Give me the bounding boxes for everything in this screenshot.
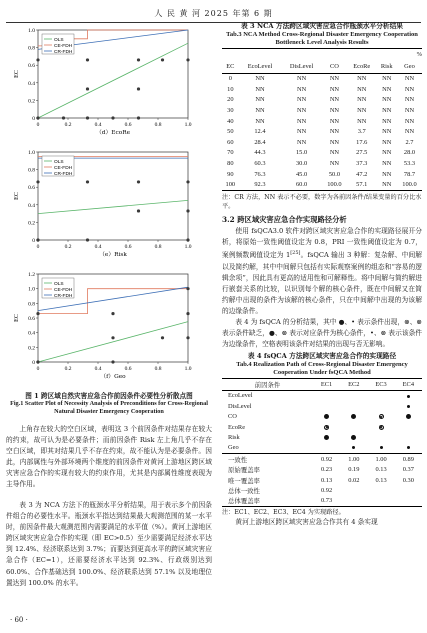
- core-absent-icon: [379, 414, 384, 419]
- table4-cell: [340, 422, 367, 432]
- y-tick-label: 0.4: [28, 202, 35, 209]
- table4-header-row: [222, 378, 422, 390]
- table4-cell: [340, 443, 367, 454]
- data-point: [137, 180, 140, 183]
- table4-condition-row: [222, 432, 422, 442]
- table4-stat-cell: 0.30: [402, 476, 414, 484]
- table3-row: [222, 105, 422, 116]
- x-tick-label: 0.2: [64, 366, 72, 372]
- y-tick-label: 0.6: [28, 63, 35, 70]
- table3-cell: 70: [227, 149, 234, 157]
- table4-stat-cell: 1.00: [340, 454, 367, 465]
- table3-cell: 45.0: [295, 170, 308, 178]
- data-point: [186, 180, 189, 183]
- table4-body: [222, 390, 422, 506]
- data-point: [186, 209, 189, 212]
- table3-cell: NN: [404, 107, 415, 115]
- data-point: [186, 287, 189, 290]
- table3-cell: NN: [404, 96, 415, 104]
- table4-cell: [313, 401, 340, 411]
- x-tick-label: 0.2: [64, 122, 72, 128]
- table3-col-header: EcoLevel: [239, 61, 282, 74]
- table3-cell: NN: [329, 149, 340, 157]
- table3-row: [222, 137, 422, 148]
- table3-cell: 53.3: [403, 160, 416, 168]
- table3-cell: NN: [255, 117, 265, 125]
- figure-caption-cn: 图 1 跨区域自然灾害应急合作前因条件必要性分析散点图: [25, 392, 193, 400]
- y-tick-label: 0.6: [28, 185, 35, 192]
- table3-cell: 27.5: [356, 149, 368, 157]
- x-tick-label: 0.8: [154, 122, 162, 128]
- table3-col-header: CO: [322, 61, 347, 74]
- data-point: [137, 87, 140, 90]
- table4-stat-cell: 0.13: [375, 466, 387, 474]
- y-tick-label: 1.2: [28, 272, 35, 278]
- table3-cell: NN: [296, 85, 307, 93]
- table3-row: [222, 73, 422, 84]
- table4-col-header: EC4: [395, 378, 422, 390]
- table4-condition-row: [222, 401, 422, 411]
- y-tick-label: 0.2: [28, 345, 35, 352]
- table3-cell: 15.0: [295, 149, 308, 157]
- table3-cell: 0: [228, 75, 232, 83]
- table3-cell: NN: [382, 128, 392, 136]
- table3-cell: NN: [329, 160, 340, 168]
- table3-cell: 30.0: [295, 160, 308, 168]
- table4-stat-cell: 0.23: [320, 466, 333, 474]
- data-point: [86, 87, 89, 90]
- table4-cell: [367, 422, 394, 432]
- table3-row: [222, 95, 422, 106]
- table4-cell: [395, 412, 422, 422]
- table4-cell: [313, 443, 340, 454]
- y-tick-label: 0: [32, 360, 35, 366]
- table3-cell: 44.3: [254, 149, 266, 157]
- x-tick-label: 1.0: [184, 244, 192, 250]
- table3-col-header: DisLevel: [281, 61, 322, 74]
- data-point: [111, 336, 114, 339]
- table3-cell: 100.0: [397, 179, 422, 190]
- data-point: [161, 336, 164, 339]
- table3-cell: 50.0: [328, 170, 341, 178]
- right-paragraph-2: 表 4 为 fsQCA 的分析结果，其中 ●、• 表示条件出现，⊗、⊗ 表示条件缺乏，●、⊗ 表示对应条件为核心条件，•、⊗ 表示该条件为边缘条件，空格表明该条件对结果的出现与否无影响。: [222, 318, 422, 349]
- table4-stat-cell: 0.19: [348, 466, 360, 474]
- y-tick-label: 0.8: [28, 167, 35, 174]
- data-point: [186, 312, 189, 315]
- table4-stat-label: 原始覆盖率: [228, 467, 260, 475]
- legend-label: OLS: [54, 160, 64, 165]
- table3-cell: 100.0: [322, 179, 347, 190]
- y-tick-label: 0.6: [28, 316, 35, 322]
- table4-stat-label: 一致性: [222, 454, 313, 465]
- table3-cell: 76.3: [254, 170, 266, 178]
- scatter-plot-geo: [8, 270, 204, 388]
- x-tick-label: 0.6: [124, 366, 132, 372]
- data-point: [186, 336, 189, 339]
- table4-condition-row: [222, 443, 422, 454]
- table4-stat-cell: 0.73: [313, 496, 340, 507]
- table3-cell: NN: [255, 85, 265, 93]
- table3-cell: NN: [357, 107, 367, 115]
- data-point: [137, 116, 140, 119]
- x-tick-label: 0: [36, 122, 40, 128]
- table4-cell: [313, 390, 340, 401]
- scatter-plot-ecore: [8, 26, 204, 144]
- table4-cell: [395, 401, 422, 411]
- peripheral-present-icon: [407, 446, 410, 449]
- left-paragraph-2: 表 3 为 NCA 方法下的瓶颈水平分析结果，用于表示多个前因条件组合的必要性水平。瓶颈水平指达到结果最大观测范围的某一水平时，前因条件最大观测范围内需要满足的水平值（%）。黄河上游地区跨区域灾害应急合作的实现（即 EC>0.5）至少需要满足经济水平达到 12.4%、经济联系达到 3.7%；而要达到更高水平的跨区域灾害应急合作（EC=1），还需要经济水平达到 92.3%、行政级别达到 60.0%、合作基础达到 100.0%、经济联系达到 57.1% 以及地理位置达到 100.0% 的水平。: [6, 501, 212, 587]
- table4-stat-row: [222, 496, 422, 507]
- table4-stat-cell: 0.37: [402, 466, 414, 474]
- table4-col-header: 前因条件: [222, 378, 313, 390]
- y-tick-label: 0.4: [28, 330, 35, 337]
- table3-cell: NN: [382, 107, 392, 115]
- table3-unit: %: [397, 48, 422, 61]
- data-point: [186, 58, 189, 61]
- table3-cell: NN: [404, 117, 415, 125]
- table4-stat-cell: 0.92: [320, 487, 333, 494]
- table4-stat-row: [222, 465, 422, 475]
- table3-cell: NN: [329, 117, 340, 125]
- table3: [222, 48, 422, 192]
- table3-row: [222, 84, 422, 95]
- table4-cell: [395, 432, 422, 442]
- table4-col-header: EC2: [340, 378, 367, 390]
- table4-condition-row: [222, 390, 422, 401]
- section-title: 3.2 跨区域灾害应急合作实现路径分析: [222, 215, 347, 225]
- legend-label: OLS: [54, 38, 64, 43]
- x-tick-label: 1.0: [184, 122, 192, 128]
- table3-cell: NN: [382, 170, 392, 178]
- table3-row: [222, 179, 422, 190]
- data-point: [86, 116, 89, 119]
- data-point: [137, 209, 140, 212]
- peripheral-present-icon: [407, 405, 410, 408]
- legend-label: CR-FDH: [54, 294, 73, 299]
- table4-title-en: Tab.4 Realization Path of Cross-Regional Disaster Emergency Cooperation Under fsQCA Method: [236, 360, 408, 377]
- table4-stat-row: [222, 475, 422, 485]
- table3-cell: NN: [382, 96, 392, 104]
- data-point: [137, 58, 140, 61]
- table3-row: [222, 126, 422, 137]
- y-tick-label: 0: [32, 238, 35, 244]
- running-header: [0, 8, 427, 19]
- table3-cell: NN: [255, 107, 265, 115]
- table4-stat-cell: 0.13: [320, 476, 333, 484]
- table3-cell: 20: [227, 96, 234, 104]
- scatter-panel-risk: [8, 148, 204, 266]
- table3-cell: NN: [329, 85, 340, 93]
- table3-cell: 28.0: [403, 149, 416, 157]
- x-tick-label: 0.4: [94, 122, 102, 128]
- table4-stat-cell: 0.89: [395, 454, 422, 465]
- table4-stat-cell: [367, 496, 394, 507]
- table4-condition-label: Geo: [228, 444, 239, 452]
- left-paragraph-1: 上角存在较大的空白区域，表明这 3 个前因条件对结果存在较大的约束，故可认为是必要条件；而前因条件 Risk 左上角几乎不存在空白区域，即其对结果几乎不存在约束，故不能认为是必要条件。因此，内部属性与外部环境两个维度的前因条件对黄河上游地区跨区域灾害应急合作的实现有较大的约束作用，尤其是内部属性维度表现为主导作用。: [6, 425, 212, 489]
- table4-stat-cell: [395, 485, 422, 495]
- ols-line: [38, 200, 188, 213]
- page-number: · 60 ·: [10, 616, 28, 624]
- table3-cell: 60.3: [254, 160, 266, 168]
- table3-cell: NN: [382, 117, 392, 125]
- table3-cell: 2.7: [405, 138, 414, 146]
- table4-stat-row: [222, 485, 422, 495]
- table3-cell: NN: [255, 96, 265, 104]
- data-point: [86, 238, 89, 241]
- peripheral-present-icon: [380, 446, 383, 449]
- table4-cell: [395, 422, 422, 432]
- table4-stat-cell: [367, 485, 394, 495]
- table4-stat-cell: [340, 496, 367, 507]
- table3-header-row: [222, 61, 422, 74]
- panel-label: （e）Risk: [99, 252, 127, 258]
- table3-cell: NN: [357, 117, 367, 125]
- table4-cell: [367, 412, 394, 422]
- data-point: [36, 116, 39, 119]
- table3-cell: 17.6: [356, 138, 368, 146]
- table3-cell: NN: [382, 160, 392, 168]
- table3-cell: NN: [357, 75, 367, 83]
- table3-cell: 90: [227, 170, 234, 178]
- table3-note: 注：CR 方法，NN 表示不必要，数字为各前因条件/结果变量的百分比水平。: [222, 194, 422, 211]
- table3-body: [222, 73, 422, 191]
- core-present-icon: [406, 414, 411, 419]
- table4-stat-label: 唯一覆盖率: [228, 477, 260, 485]
- table4-cell: [313, 412, 340, 422]
- y-axis-label: EC: [14, 314, 20, 322]
- core-absent-icon: [379, 425, 384, 430]
- scatter-panel-geo: [8, 270, 204, 388]
- table3-cell: NN: [296, 75, 307, 83]
- table3-row: [222, 148, 422, 159]
- table3-cell: 78.7: [403, 170, 416, 178]
- table3-col-header: Geo: [397, 61, 422, 74]
- table3-cell: NN: [382, 75, 392, 83]
- table4-cell: [367, 390, 394, 401]
- table3-cell: NN: [296, 107, 307, 115]
- x-tick-label: 1.0: [184, 366, 192, 372]
- panel-label: （f）Geo: [100, 374, 126, 380]
- table3-cell: NN: [404, 75, 415, 83]
- table3-title-cn: 表 3 NCA 方法跨区域灾害应急合作瓶颈水平分析结果: [240, 22, 403, 30]
- table4-condition-label: EcoRe: [228, 423, 246, 431]
- scatter-panel-ecore: [8, 26, 204, 144]
- table4-cell: [313, 432, 340, 442]
- right-paragraph-1-text: 使用 fsQCA3.0 软件对跨区域灾害应急合作的实现路径展开分析，将原始一致性阈值设定为 0.8，PRI 一致性阈值设定为 0.7，案例频数阈值设定为 1: [222, 227, 422, 260]
- table4-condition-row: [222, 422, 422, 432]
- table3-row: [222, 116, 422, 127]
- table3-cell: NN: [329, 96, 340, 104]
- x-tick-label: 0.2: [64, 244, 72, 250]
- peripheral-present-icon: [352, 446, 355, 449]
- table3-cell: NN: [357, 85, 367, 93]
- panel-label: （d）EcoRe: [95, 130, 131, 136]
- table3-cell: NN: [357, 96, 367, 104]
- y-tick-label: 1.0: [28, 286, 35, 293]
- data-point: [36, 312, 39, 315]
- table4-stat-cell: [395, 496, 422, 507]
- legend-label: CE-FDH: [54, 44, 73, 49]
- x-tick-label: 0.6: [124, 244, 132, 250]
- x-tick-label: 0.4: [94, 244, 102, 250]
- y-axis-label: EC: [14, 70, 20, 78]
- table3-cell: 12.4: [254, 128, 266, 136]
- table3-cell: 37.3: [356, 160, 368, 168]
- table3-cell: 92.3: [239, 179, 282, 190]
- figure-caption: [6, 392, 212, 416]
- table3-cell: NN: [377, 179, 397, 190]
- table4-cell: [395, 390, 422, 401]
- x-tick-label: 0: [36, 244, 40, 250]
- y-axis-label: EC: [14, 192, 20, 200]
- core-absent-icon: [324, 425, 329, 430]
- table3-cell: NN: [329, 128, 340, 136]
- y-tick-label: 1.0: [28, 28, 35, 34]
- y-tick-label: 0.2: [28, 220, 35, 227]
- x-tick-label: 0.4: [94, 366, 102, 372]
- table4-stat-cell: [340, 485, 367, 495]
- table4-stat-cell: 0.92: [313, 454, 340, 465]
- table3-col-header: EC: [222, 61, 239, 74]
- x-tick-label: 0.8: [154, 244, 162, 250]
- table4-stat-row: [222, 454, 422, 465]
- table3-cell: 3.7: [357, 128, 366, 136]
- right-paragraph-1-text-b: 。fsQCA 输出 3 种解：复杂解、中间解以及简约解，其中中间解只包括有实际观察案例的组态和“容易的逻辑余项”，因此具有更高的适用性和可解释性。将中间解与简约解进行嵌套关系的比较，以识别每个解的核心条件，既在中间解又在简约解中出现的条件为该解的核心条件，只在中间解中出现的为该解的边缘条件。: [222, 251, 422, 315]
- data-point: [36, 360, 39, 363]
- table4-stat-label: 总体一致性: [228, 488, 260, 495]
- table3-cell: 80: [227, 160, 234, 168]
- data-point: [62, 116, 65, 119]
- table3-cell: 30: [227, 107, 234, 115]
- data-point: [86, 58, 89, 61]
- legend-label: CE-FDH: [54, 288, 73, 293]
- table4-cell: [395, 443, 422, 454]
- table4-cell: [340, 432, 367, 442]
- scatter-plot-risk: [8, 148, 204, 266]
- data-point: [111, 312, 114, 315]
- table3-cell: 10: [227, 85, 234, 93]
- table4-cell: [340, 412, 367, 422]
- x-tick-label: 0.6: [124, 122, 132, 128]
- data-point: [111, 116, 114, 119]
- table3-cell: NN: [382, 85, 392, 93]
- table3-cell: 57.1: [347, 179, 377, 190]
- x-tick-label: 0.8: [154, 366, 162, 372]
- core-present-icon: [324, 435, 329, 440]
- table4: [222, 378, 422, 507]
- table3-title-en: Tab.3 NCA Method Cross-Regional Disaster Emergency Cooperation Bottleneck Level Analysis Results: [226, 30, 418, 46]
- table3-cell: 60.0: [281, 179, 322, 190]
- legend-label: CR-FDH: [54, 172, 73, 177]
- table4-note: 注：EC1、EC2、EC3、EC4 为实现路径。: [222, 509, 345, 517]
- table3-cell: NN: [255, 75, 265, 83]
- y-tick-label: 0.8: [28, 301, 35, 308]
- table3-cell: NN: [296, 117, 307, 125]
- data-point: [186, 238, 189, 241]
- table3-cell: 47.2: [356, 170, 368, 178]
- legend-label: CR-FDH: [54, 50, 73, 55]
- y-tick-label: 0.4: [28, 80, 35, 87]
- table3-cell: 28.4: [254, 138, 266, 146]
- right-column: [222, 22, 422, 528]
- table3-cell: 100: [222, 179, 239, 190]
- ols-line: [38, 322, 188, 362]
- table3-cell: NN: [329, 107, 340, 115]
- data-point: [86, 180, 89, 183]
- table3-cell: NN: [382, 149, 392, 157]
- right-paragraph-1: [222, 226, 422, 317]
- table4-condition-row: [222, 412, 422, 422]
- table4-cell: [340, 390, 367, 401]
- table3-cell: NN: [404, 128, 415, 136]
- table3-cell: NN: [382, 138, 392, 146]
- table4-cell: [340, 401, 367, 411]
- table4-stat-label: 总体覆盖率: [222, 496, 313, 507]
- y-tick-label: 1.0: [28, 150, 35, 156]
- legend-label: OLS: [54, 282, 64, 287]
- table4-condition-label: CO: [228, 413, 237, 421]
- core-present-icon: [351, 435, 356, 440]
- table3-col-header: Risk: [377, 61, 397, 74]
- table3-row: [222, 169, 422, 180]
- table3-row: [222, 158, 422, 169]
- table4-cell: [367, 443, 394, 454]
- data-point: [111, 360, 114, 363]
- table4-stat-cell: 1.00: [367, 454, 394, 465]
- table4-title-cn: 表 4 fsQCA 方法跨区域灾害应急合作的实现路径: [247, 352, 397, 361]
- table4-stat-cell: 0.13: [375, 476, 387, 484]
- core-present-icon: [351, 414, 356, 419]
- table3-cell: NN: [329, 75, 340, 83]
- table3-cell: NN: [296, 96, 307, 104]
- header-text: 人 民 黄 河 2025 年第 6 期: [154, 9, 273, 18]
- table4-cell: [367, 401, 394, 411]
- right-paragraph-3: 黄河上游地区跨区域灾害应急合作共有 4 条实现: [235, 518, 378, 527]
- peripheral-present-icon: [407, 395, 410, 398]
- table4-condition-label: Risk: [228, 434, 240, 442]
- table3-cell: 60: [227, 138, 234, 146]
- table3-cell: NN: [329, 138, 340, 146]
- table3-cell: NN: [404, 85, 415, 93]
- table3-cell: 40: [227, 117, 234, 125]
- citation-ref: [25]: [290, 250, 301, 257]
- table3-cell: NN: [296, 138, 307, 146]
- y-tick-label: 0.8: [28, 45, 35, 52]
- data-point: [36, 180, 39, 183]
- table4-cell: [367, 432, 394, 442]
- table3-cell: NN: [296, 128, 307, 136]
- table3-cell: 50: [227, 128, 234, 136]
- table4-condition-label: EcoLevel: [228, 392, 253, 400]
- table4-stat-cell: 0.02: [348, 476, 360, 484]
- data-point: [36, 58, 39, 61]
- core-present-icon: [324, 414, 329, 419]
- table4-col-header: EC3: [367, 378, 394, 390]
- y-tick-label: 0.2: [28, 98, 35, 105]
- data-point: [36, 238, 39, 241]
- data-point: [161, 58, 164, 61]
- x-tick-label: 0: [36, 366, 40, 372]
- table3-col-header: EcoRe: [347, 61, 377, 74]
- legend-label: CE-FDH: [54, 166, 73, 171]
- figure-caption-en: Fig.1 Scatter Plot of Necessity Analysis of Preconditions for Cross-Regional Natural Disaster Emergency Cooperation: [10, 400, 208, 415]
- table4-col-header: EC1: [313, 378, 340, 390]
- table4-cell: [313, 422, 340, 432]
- table4-condition-label: DisLevel: [228, 402, 252, 410]
- y-tick-label: 0: [32, 116, 35, 122]
